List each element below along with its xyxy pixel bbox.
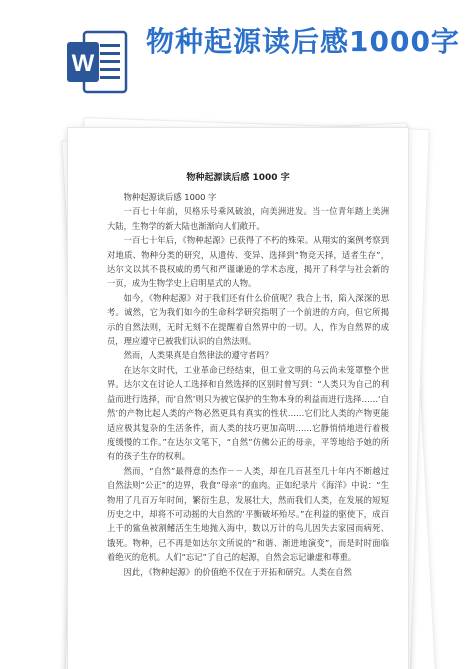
document-paragraph: 一百七十年前，贝格乐号乘风破浪，向美洲进发。当一位青年踏上美洲大陆，生物学的新大陆也渐渐向人们敞开。 xyxy=(107,206,389,231)
document-paragraph: 在达尔文时代，工业革命已经结束，但工业文明的乌云尚未笼罩整个世界。达尔文在讨论人工选择和自然选择的区别时曾写到：“人类只为自己的利益而进行选择，而‘自然’则只为被它保护的生物本身的利益而进行选择……‘自然’的产物比起人类的产物必然更具有真实的性状……它们比人类的产物更能适应极其复杂的生活条件，而人类的技巧更加高明……它静悄悄地进行着极度缓慢的工作。”在达尔文笔下，“自然”仿佛公正的母亲，平等地给予她的所有的孩子生存的权利。 xyxy=(107,364,389,462)
word-logo-letter: W xyxy=(71,50,95,77)
document-paragraph: 然而，人类果真是自然律法的遵守者吗？ xyxy=(123,350,273,361)
banner xyxy=(0,0,474,112)
document-paragraph: 一百七十年后，《物种起源》已获得了不朽的殊荣。从翔实的案例考察到对地质、物种分类的研究，从遗传、变异、选择到“物竞天择，适者生存”，达尔文以其不畏权威的勇气和严谨谦逊的学术态度，揭开了科学与社会新的一页，成为生物学史上启明星式的人物。 xyxy=(107,235,389,289)
document-title: 物种起源读后感 1000 字 xyxy=(186,173,290,183)
document-paragraph: 因此，《物种起源》的价值绝不仅在于开拓和研究。人类在自然 xyxy=(123,566,352,577)
document-body xyxy=(107,190,389,579)
page-title: 物种起源读后感1000字 xyxy=(146,25,460,58)
document-preview xyxy=(0,105,474,669)
word-document-icon xyxy=(66,30,128,94)
document-paragraph: 物种起源读后感 1000 字 xyxy=(123,192,217,202)
document-paragraph: 如今，《物种起源》对于我们还有什么价值呢？我合上书，陷入深深的思考。诚然，它为我们如今的生命科学研究指明了一个前进的方向，但它所揭示的自然法则，无时无刻不在提醒着自然界中的一切。人，作为自然界的成员，理应遵守已被我们认识的自然法则。 xyxy=(107,292,389,347)
document-page xyxy=(67,127,409,669)
document-paragraph: 然而，“自然”最得意的杰作－－人类，却在几百甚至几十年内不断越过自然法则“公正”的边界，我食“母亲”的血肉。正如纪录片《海洋》中说：“生物用了几百万年时间，繁衍生息，发展壮大，然而我们人类，在发展的短短历史之中，却将不可动摇的大自然的‘平衡破坏殆尽。”在利益的驱使下，成百上千的鲨鱼被割鳍活生生地抛入海中，数以万计的鸟儿因失去家园而病死、饿死。物种，已不再是如达尔文所说的“和谐、渐进地演变”，而是时时面临着绝灭的危机。人们“忘记”了自己的起源，自然会忘记谦虚和尊重。 xyxy=(107,465,389,563)
